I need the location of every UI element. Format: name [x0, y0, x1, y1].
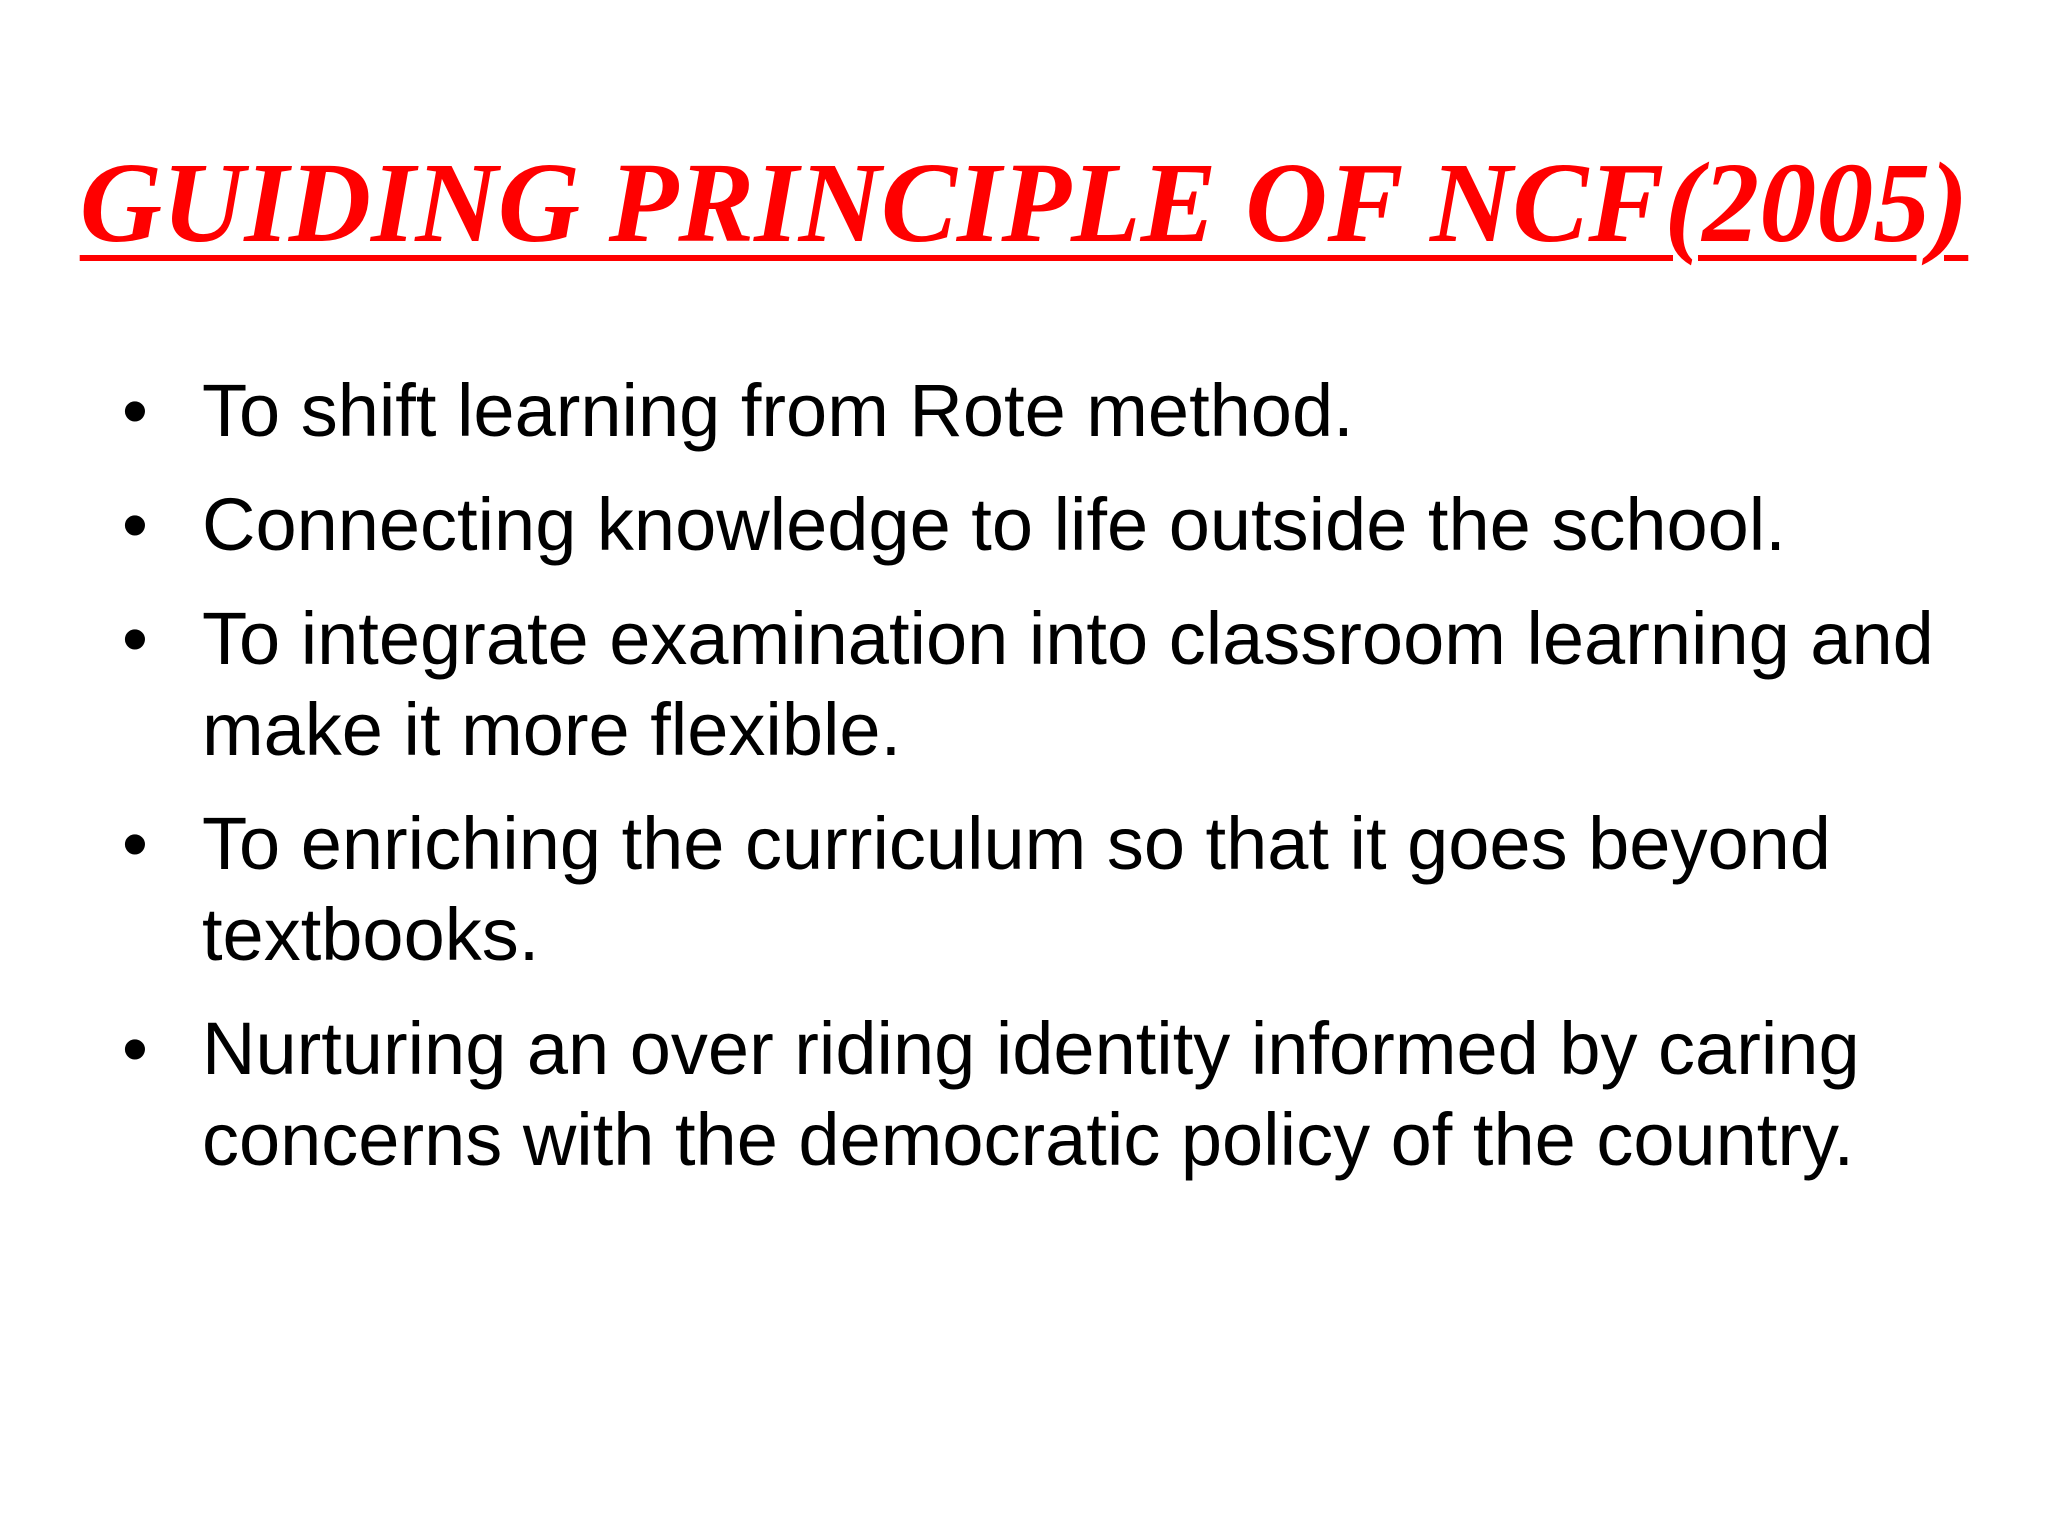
- bullet-text: Nurturing an over riding identity informed by caring concerns with the democratic policy of the country.: [202, 1007, 1860, 1181]
- bullet-text: Connecting knowledge to life outside the school.: [202, 483, 1786, 566]
- bullet-dot-icon: •: [122, 802, 148, 885]
- bullet-item: [120, 798, 2000, 980]
- bullet-item: [120, 365, 2000, 456]
- bullet-item: [120, 479, 2000, 570]
- bullet-item: [120, 593, 2000, 775]
- bullet-dot-icon: •: [122, 369, 148, 452]
- bullet-dot-icon: •: [122, 1007, 148, 1090]
- bullet-list: [120, 365, 2000, 1208]
- bullet-text: To enriching the curriculum so that it goes beyond textbooks.: [202, 802, 1831, 976]
- bullet-dot-icon: •: [122, 597, 148, 680]
- bullet-text: To shift learning from Rote method.: [202, 369, 1354, 452]
- slide-title: GUIDING PRINCIPLE OF NCF(2005): [79, 139, 1969, 266]
- bullet-item: [120, 1003, 2000, 1185]
- bullet-text: To integrate examination into classroom learning and make it more flexible.: [202, 597, 1934, 771]
- bullet-dot-icon: •: [122, 483, 148, 566]
